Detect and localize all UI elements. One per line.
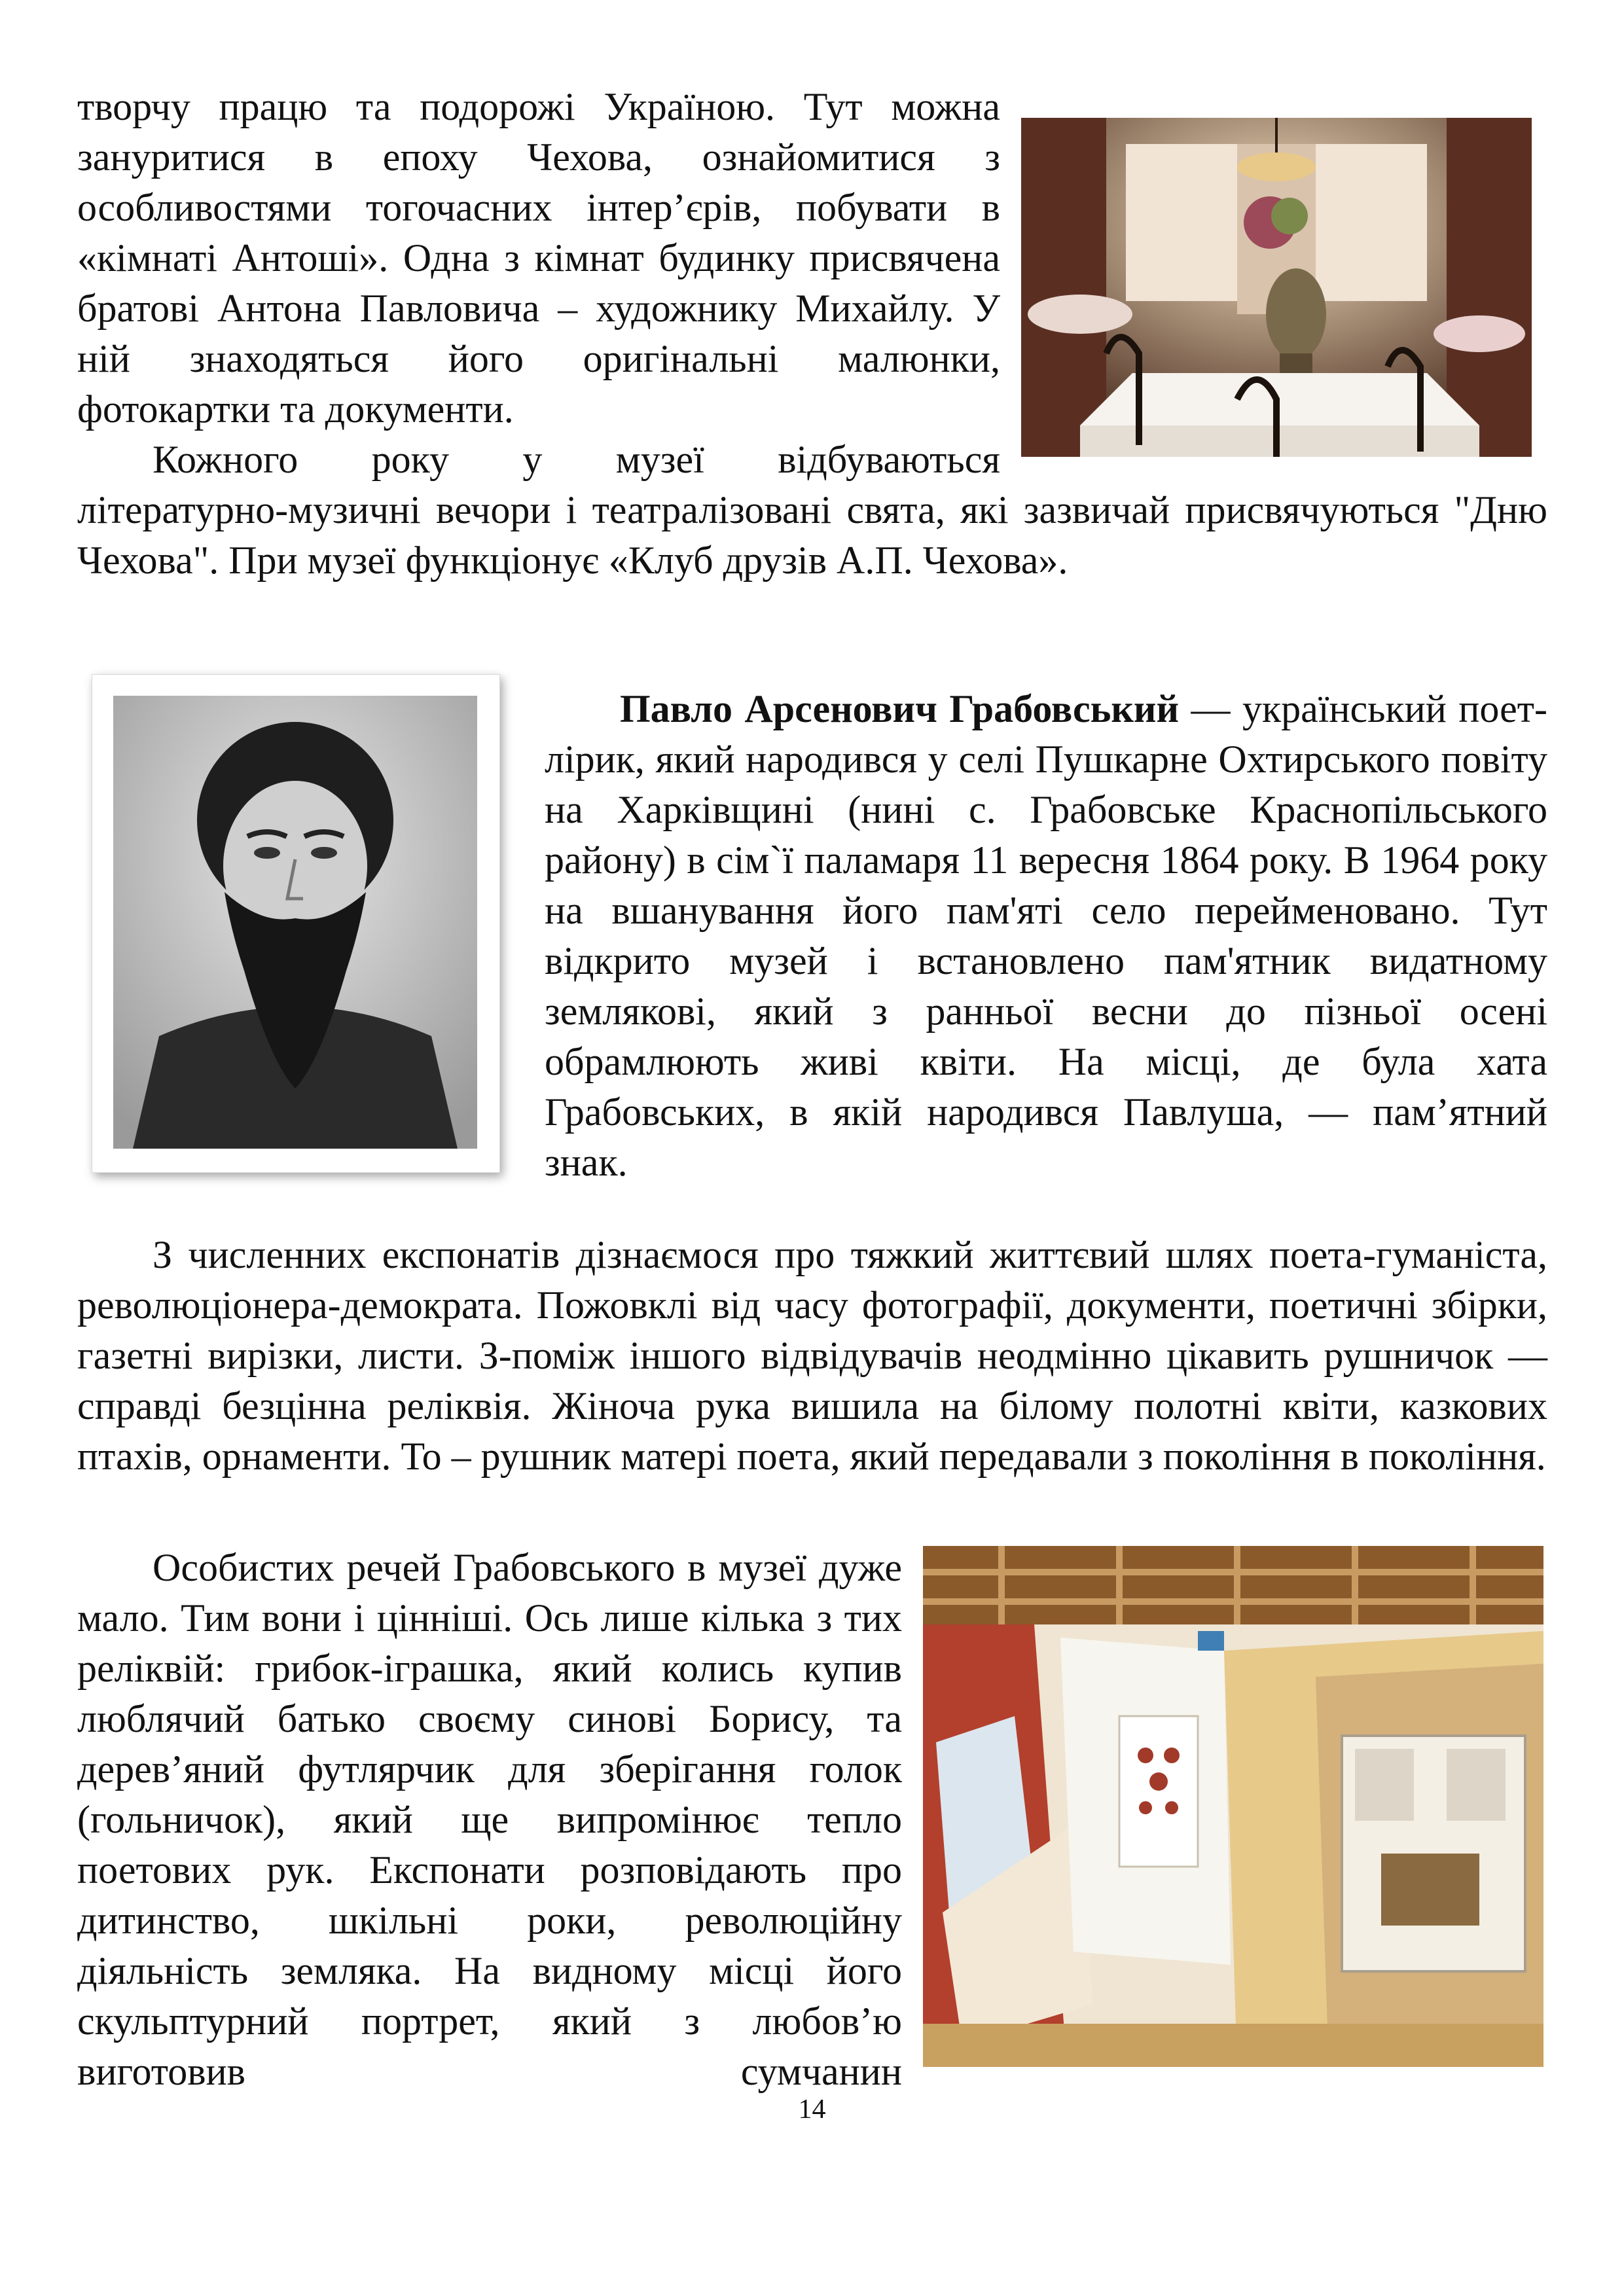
paragraph-personal-items: Особистих речей Грабовського в музеї дуже мало. Тим вони і цінніші. Ось лише кілька з тих реліквій: грибок-іграшка, який колись купив люблячий батько своєму синові Борису, та дерев’яний футлярчик для зберігання голок (гольничок), який ще випромінює тепло поетових рук. Експонати розповідають про дитинство, шкільні роки, революційну діяльність земляка. На видному місці його скульптурний портрет, який з любов’ю виготовив сумчанин xyxy=(77,1546,902,2093)
paragraph-chekhov-museum: творчу працю та подорожі Україною. Тут можна зануритися в епоху Чехова, ознайомитися з особливостями тогочасних інтер’єрів, побувати в «кімнаті Антоші». Одна з кімнат будинку присвячена братові Антона Павловича – художнику Михайлу. У ній знаходяться його оригінальні малюнки, фотокартки та документи. xyxy=(77,85,1000,431)
poet-bio-text: — український поет-лірик, який народився у селі Пушкарне Охтирського повіту на Харківщині (нині с. Грабовське Краснопільського району) в сім`ї паламаря 11 вересня 1864 року. В 1964 року на вшанування його пам'яті село перейменовано. Тут відкрито музей і встановлено пам'ятник видатному землякові, який з ранньої весни до пізньої осені обрамлюють живі квіти. На місці, де була хата Грабовських, в якій народився Павлуша, — пам’ятний знак. xyxy=(545,687,1547,1184)
museum-hall-photo xyxy=(923,1546,1543,2067)
portrait-frame xyxy=(92,674,500,1173)
paragraph-exhibits: З численних експонатів дізнаємося про тяжкий життєвий шлях поета-гуманіста, революціонера-демократа. Пожовклі від часу фотографії, документи, поетичні збірки, газетні вирізки, листи. З-поміж іншого відвідувачів неодмінно цікавить рушничок — справді безцінна реліквія. Жіноча рука вишила на білому полотні квіти, казкових птахів, орнаменти. То – рушник матері поета, який передавали з покоління в покоління. xyxy=(77,1233,1547,1478)
dining-room-photo xyxy=(1021,118,1532,457)
poet-name: Павло Арсенович Грабовський xyxy=(620,687,1180,730)
paragraph-grabovsky-bio xyxy=(545,684,1547,1188)
paragraph-annual-events: літературно-музичні вечори і театралізовані свята, які зазвичай присвячуються "Дню Чехова". При музеї функціонує «Клуб друзів А.П. Чехова». xyxy=(77,488,1547,582)
paragraph-annual-events-start: Кожного року у музеї відбуваються xyxy=(153,438,1000,481)
page-number: 14 xyxy=(798,2094,826,2125)
portrait-photo xyxy=(113,696,477,1149)
